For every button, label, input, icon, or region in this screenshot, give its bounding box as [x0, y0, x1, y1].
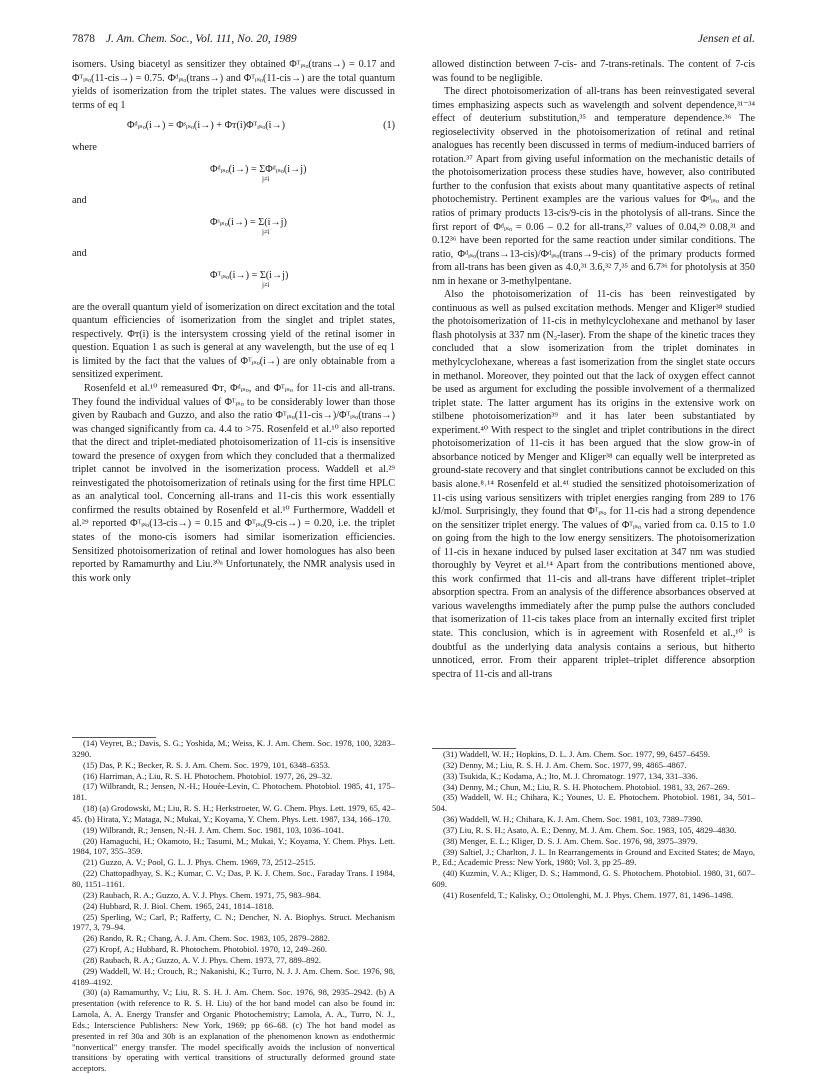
paragraph: The direct photoisomerization of all-trans has been reinvestigated several times emphasizing aspects such as wavelength and solvent dependence,³¹⁻³⁴ effect of deuterium substitution,³⁵ and temperature dependence.³⁶ The regioselectivity observed in the photoisomerization of retinal and retinal analogues has recently been discussed in terms of medium-induced barriers of rotation.³⁷ Apart from giving useful information on the mechanistic details of the photoisomerization process these studies have, however, also contributed further to the confusion that exists about many quantitative aspects of retinal photochemistry. Pertinent examples are the various values for Φᵈᵢₛₒ and the ratios of primary products 13-cis/9-cis in the photolysis of all-trans. Since the first report of Φᵈᵢₛₒ = 0.06 – 0.2 for all-trans,²⁷ values of 0.04,²⁹ 0.08,³¹ and 0.12³⁶ have been reported for the same reaction under similar conditions. The ratio, Φᵈᵢₛₒ(trans→13-cis)/Φᵈᵢₛₒ(trans→9-cis) of the primary products formed from all-trans has been given as 4.0,³¹ 3.6,³² 7,³⁵ and 6.7³⁶ for photolysis at 350 nm in hexane or 3-methylpentane. [432, 86, 755, 287]
references-right [432, 748, 755, 901]
reference: (24) Hubbard, R. J. Biol. Chem. 1965, 241, 1814–1818. [83, 900, 274, 911]
reference: (35) Waddell, W. H.; Chihara, K.; Younes, U. E. Photochem. Photobiol. 1981, 34, 501–504. [432, 792, 755, 814]
reference: (39) Saltiel, J.; Charlton, J. L. In Rearrangements in Ground and Excited States; de Mayo, P., Ed.; Academic Press: New York, 1980; Vol. 3, pp 25–89. [432, 846, 755, 868]
reference: (29) Waddell, W. H.; Crouch, R.; Nakanishi, K.; Turro, N. J. J. Am. Chem. Soc. 1976, 98, 4189–4192. [72, 965, 395, 987]
reference: (16) Harriman, A.; Liu, R. S. H. Photochem. Photobiol. 1977, 26, 29–32. [83, 770, 333, 781]
page-number: 7878 [72, 33, 95, 45]
reference: (21) Guzzo, A. V.; Pool, G. L. J. Phys. Chem. 1969, 73, 2512–2515. [83, 857, 316, 868]
paragraph: Also the photoisomerization of 11-cis has been reinvestigated by continuous as well as pulsed excitation methods. Menger and Kliger³⁸ studied the photoisomerization of 11-cis in methylcyclohexane and methanol by laser flash photolysis at 337 nm (N₂-laser). From the shape of the kinetic traces they concluded that a slow isomerization from the triplet dominates in methylcyclohexane, whereas a fast isomerization from the singlet state occurs in methanol. Moreover, they pointed out that the lack of oxygen effect cannot be used as argument for excluding the possible involvement of a thermalized triplet state. The latter argument has its origins in the extensive work on stilbene photoisomerization³⁹ and it has later been substantiated by experiment.⁴⁰ With respect to the singlet and triplet contributions in the direct photoisomerization of 11-cis it has been argued that the slow grow-in of absorbance noticed by Menger and Kliger³⁸ can equally well be interpreted as ground-state recovery and that singlet contributions cannot be excluded on this basis alone.⁸˒¹⁴ Rosenfeld et al.⁴¹ studied the sensitized photoisomerization of 11-cis using various sensitizers with triplet energies ranging from 289 to 176 kJ/mol. Surprisingly, they found that Φᵀᵢₛₒ for 11-cis had a strong dependence on the sensitizer triplet energy. The values of Φᵀᵢₛₒ varied from ca. 0.15 to 1.0 on going from the high to the low energy sensitizers. The photoisomerization of 11-cis in hexane induced by pulsed laser excitation at 347 nm was studied thoroughly by Veyret et al.¹⁴ Apart from the contributions mentioned above, this work confirmed that 11-cis and all-trans have different triplet–triplet absorption spectra. From an analysis of the difference absorbances observed at various wavelengths immediately after the pump pulse the authors concluded that isomerization of 11-cis takes place from an internally excited first triplet state. This conclusion, which is in agreement with Rosenfeld et al.,¹⁰ is doubtful as the underlying data analysis contains a serious, but hitherto unnoticed, error. From their apparent triplet–triplet difference absorption spectra of 11-cis and all-trans [432, 289, 755, 680]
paragraph: are the overall quantum yield of isomerization on direct excitation and the total quantum efficiencies of isomerization from the singlet and triplet states, respectively. Φᴛ(i) is the intersystem crossing yield of the retinal isomer in question. Equation 1 as such is general at any wavelength, but the use of eq 1 is limited by the fact that the values of Φᵀᵢₛₒ(i→) are only obtainable from a sensitized experiment. [72, 301, 395, 381]
author-running-title: Jensen et al. [697, 33, 755, 45]
right-column [432, 58, 755, 681]
and-label: and [72, 247, 87, 259]
equation-expression: Φᵈᵢₛₒ(i→) = Φˢᵢₛₒ(i→) + Φᴛ(i)Φᵀᵢₛₒ(i→) [127, 120, 286, 132]
reference: (32) Denny, M.; Liu, R. S. H. J. Am. Chem. Soc. 1977, 99, 4865–4867. [443, 759, 687, 770]
equation-expression: Φᵈᵢₛₒ(i→) = ΣΦᵈᵢₛₒ(i→j) [210, 163, 307, 175]
reference: (23) Raubach, R. A.; Guzzo, A. V. J. Phys. Chem. 1971, 75, 983–984. [83, 889, 322, 900]
reference: (22) Chattopadhyay, S. K.; Kumar, C. V.; Das, P. K. J. Chem. Soc., Faraday Trans. I 1984, 80, 1151–1161. [72, 868, 395, 889]
journal-citation: J. Am. Chem. Soc., Vol. 111, No. 20, 1989 [105, 33, 297, 45]
summation-index: j≠i [262, 174, 270, 183]
reference: (26) Rando, R. R.; Chang, A. J. Am. Chem. Soc. 1983, 105, 2879–2882. [83, 933, 330, 944]
reference: (17) Wilbrandt, R.; Jensen, N.-H.; Houée-Levin, C. Photochem. Photobiol. 1985, 41, 175–181. [72, 781, 395, 803]
left-column [72, 58, 395, 585]
reference: (36) Waddell, W. H.; Chihara, K. J. Am. Chem. Soc. 1981, 103, 7389–7390. [443, 814, 703, 825]
reference: (37) Liu, R. S. H.; Asato, A. E.; Denny, M. J. Am. Chem. Soc. 1983, 105, 4829–4830. [443, 824, 737, 835]
reference: (14) Veyret, B.; Davis, S. G.; Yoshida, M.; Weiss, K. J. Am. Chem. Soc. 1978, 100, 3283–3290. [72, 738, 395, 759]
equation-number: (1) [383, 120, 395, 132]
reference: (15) Das, P. K.; Becker, R. S. J. Am. Chem. Soc. 1979, 101, 6348–6353. [83, 759, 331, 770]
reference: (20) Hamaguchi, H.; Okamoto, H.; Tasumi, M.; Mukai, Y.; Koyama, Y. Chem. Phys. Lett. 1984, 107, 355–359. [72, 835, 395, 857]
running-head [72, 33, 755, 49]
reference: (33) Tsukida, K.; Kodama, A.; Ito, M. J. Chromatogr. 1977, 134, 331–336. [443, 770, 698, 781]
equation-sum-singlet [210, 216, 395, 236]
where-label: where [72, 141, 97, 153]
running-head-left [72, 33, 297, 45]
reference: (28) Raubach, R. A.; Guzzo, A. V. J. Phys. Chem. 1973, 77, 889–892. [83, 954, 322, 965]
paragraph: isomers. Using biacetyl as sensitizer they obtained Φᵀᵢₛₒ(trans→) = 0.17 and Φᵀᵢₛₒ(11-cis→) = 0.75. Φᵈᵢₛₒ(trans→) and Φᵀᵢₛₒ(11-cis→) are the total quantum yields of isomerization from the triplet states. The values were discussed in terms of eq 1 [72, 59, 395, 111]
summation-index: j≠i [262, 227, 270, 236]
paragraph: allowed distinction between 7-cis- and 7-trans-retinals. The content of 7-cis was found to be negligible. [432, 59, 755, 84]
reference: (38) Menger, E. L.; Kliger, D. S. J. Am. Chem. Soc. 1976, 98, 3975–3979. [443, 835, 698, 846]
paragraph: Rosenfeld et al.¹⁰ remeasured Φᴛ, Φᵈᵢₛₒ, and Φᵀᵢₛₒ for 11-cis and all-trans. They found the individual values of Φᵀᵢₛₒ to be considerably lower than those given by Raubach and Guzzo, and also the ratio Φᵀᵢₛₒ(11-cis→)/Φᵀᵢₛₒ(trans→) was changed significantly from ca. 4.4 to >75. Rosenfeld et al.¹⁰ also reported that the direct and triplet-mediated photoisomerization of 11-cis is insensitive toward the presence of oxygen from which they concluded that a thermalized triplet cannot be involved in the isomerization process. Waddell et al.²⁹ reinvestigated the photoisomerization of retinals using for the first time HPLC as an analytical tool. Concerning all-trans and 11-cis this work essentially confirmed the results obtained by Rosenfeld et al.¹⁰ Furthermore, Waddell et al.²⁹ reported Φᵀᵢₛₒ(13-cis→) = 0.15 and Φᵀᵢₛₒ(9-cis→) = 0.20, i.e. the triplet states of the mono-cis isomers had similar isomerization efficiencies. Sensitized photoisomerization of retinal and lower homologues has also been reported by Ramamurthy and Liu.³⁰ᵃ Unfortunately, the NMR analysis used in this work only [72, 382, 395, 584]
summation-index: j≠i [262, 280, 270, 289]
equation-1 [72, 120, 395, 134]
reference: (19) Wilbrandt, R.; Jensen, N.-H. J. Am. Chem. Soc. 1981, 103, 1036–1041. [83, 824, 344, 835]
reference: (27) Kropf, A.; Hubbard, R. Photochem. Photobiol. 1970, 12, 249–260. [83, 944, 328, 955]
reference: (25) Sperling, W.; Carl, P.; Rafferty, C. N.; Dencher, N. A. Biophys. Struct. Mechanism 1977, 3, 79–94. [72, 911, 395, 933]
and-label: and [72, 194, 87, 206]
reference: (30) (a) Ramamurthy, V.; Liu, R. S. H. J. Am. Chem. Soc. 1976, 98, 2935–2942. (b) A presentation (with reference to R. S. H. Liu) of the hot band model can also be found in: Lamola, A. A. Energy Transfer and Organic Photochemistry; Lamola, A. A., Turro, N. J., Eds.; Interscience Publishers: New York, 1969; pp 66–68. (c) The hot band model as presented in ref 30a and 30b is an explanation of the phenomenon known as endothermic "nonvertical" energy transfer. The model specifically avoids the inclusion of nonvertical transitions by operating with vertical transitions of structurally deformed ground state acceptors. [72, 987, 395, 1074]
reference: (41) Rosenfeld, T.; Kalisky, O.; Ottolenghi, M. J. Phys. Chem. 1977, 81, 1496–1498. [443, 889, 734, 900]
reference: (31) Waddell, W. H.; Hopkins, D. L. J. Am. Chem. Soc. 1977, 99, 6457–6459. [443, 749, 710, 759]
equation-sum-triplet [210, 269, 395, 289]
reference: (40) Kuzmin, V. A.; Kliger, D. S.; Hammond, G. S. Photochem. Photobiol. 1980, 31, 607–609. [432, 868, 755, 890]
equation-expression: Φˢᵢₛₒ(i→) = Σ(i→j) [210, 216, 287, 228]
reference: (34) Denny, M.; Chun, M.; Liu, R. S. H. Photochem. Photobiol. 1981, 33, 267–269. [443, 781, 730, 792]
equation-expression: Φᵀᵢₛₒ(i→) = Σ(i→j) [210, 269, 289, 281]
references-left [72, 737, 395, 1074]
equation-sum-total [210, 163, 395, 183]
reference: (18) (a) Grodowski, M.; Liu, R. S. H.; Herkstroeter, W. G. Chem. Phys. Lett. 1979, 65, 42–45. (b) Hirata, Y.; Mataga, N.; Mukai, Y.; Koyama, Y. Chem. Phys. Lett. 1987, 134, 166–170. [72, 803, 395, 824]
